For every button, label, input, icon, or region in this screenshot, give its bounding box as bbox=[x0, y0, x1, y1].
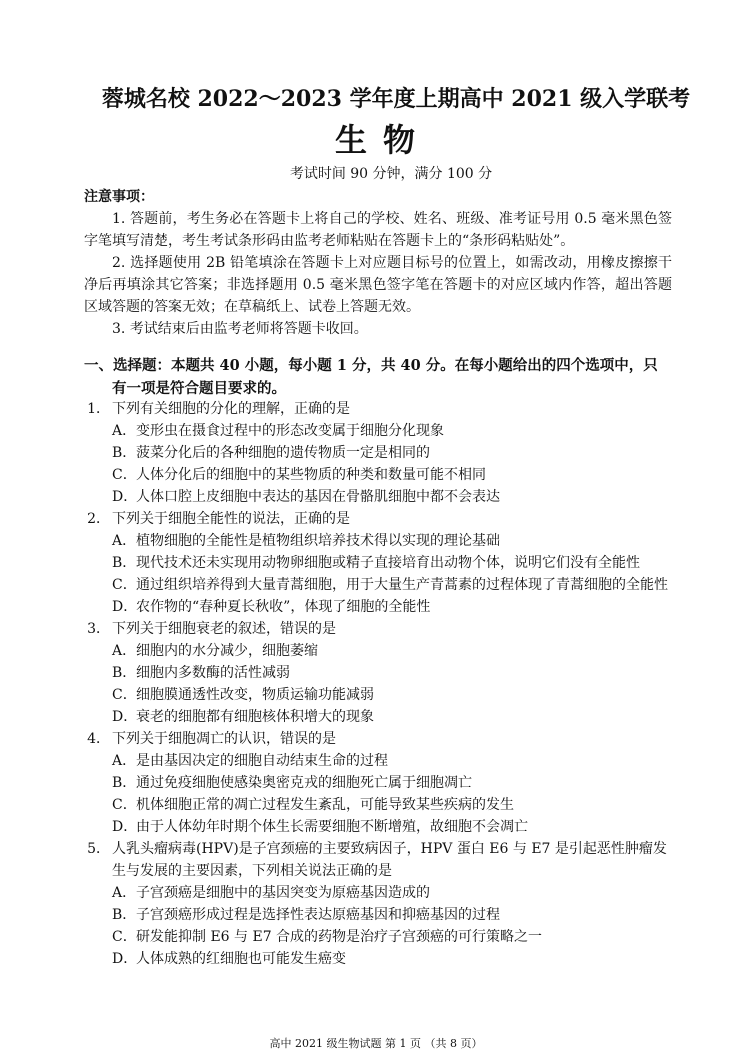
question bbox=[84, 618, 676, 728]
question-stem bbox=[84, 838, 676, 882]
subject-title: 生物 bbox=[334, 121, 431, 159]
exam-title: 蓉城名校 2022～2023 学年度上期高中 2021 级入学联考 bbox=[101, 86, 691, 112]
notes-list bbox=[84, 208, 672, 340]
note-item: 3. 考试结束后由监考老师将答题卡收回。 bbox=[112, 321, 368, 337]
option bbox=[84, 640, 676, 662]
option-letter: D． bbox=[112, 951, 138, 967]
option-letter: D． bbox=[112, 819, 138, 835]
question-list bbox=[84, 398, 676, 970]
option bbox=[84, 794, 676, 816]
question bbox=[84, 398, 676, 508]
section-heading bbox=[84, 354, 676, 400]
option-letter: A． bbox=[112, 753, 137, 769]
option-letter: C． bbox=[112, 467, 137, 483]
option-letter: A． bbox=[112, 885, 137, 901]
option bbox=[84, 772, 676, 794]
option-text: 机体细胞正常的凋亡过程发生紊乱，可能导致某些疾病的发生 bbox=[136, 797, 514, 813]
option-letter: C． bbox=[112, 577, 137, 593]
option bbox=[84, 882, 676, 904]
option bbox=[84, 464, 676, 486]
question-stem bbox=[84, 508, 676, 530]
notes-heading: 注意事项： bbox=[84, 189, 154, 205]
question-number: 5． bbox=[87, 841, 110, 857]
option-text: 变形虫在摄食过程中的形态改变属于细胞分化现象 bbox=[136, 423, 444, 439]
option-text: 植物细胞的全能性是植物组织培养技术得以实现的理论基础 bbox=[136, 533, 500, 549]
question-number: 3． bbox=[87, 621, 110, 637]
option bbox=[84, 706, 676, 728]
option-letter: A． bbox=[112, 643, 137, 659]
option-text: 通过组织培养得到大量青蒿细胞，用于大量生产青蒿素的过程体现了青蒿细胞的全能性 bbox=[136, 577, 668, 593]
option-letter: C． bbox=[112, 929, 137, 945]
question-text: 下列有关细胞的分化的理解，正确的是 bbox=[112, 401, 350, 417]
option bbox=[84, 486, 676, 508]
option-text: 子宫颈癌是细胞中的基因突变为原癌基因造成的 bbox=[136, 885, 430, 901]
option-letter: D． bbox=[112, 599, 138, 615]
option-letter: C． bbox=[112, 797, 137, 813]
question-text: 下列关于细胞全能性的说法，正确的是 bbox=[112, 511, 350, 527]
option-letter: B． bbox=[112, 665, 137, 681]
option-text: 是由基因决定的细胞自动结束生命的过程 bbox=[136, 753, 388, 769]
option bbox=[84, 574, 676, 596]
option-letter: C． bbox=[112, 687, 137, 703]
question-stem bbox=[84, 728, 676, 750]
option-letter: D． bbox=[112, 489, 138, 505]
option bbox=[84, 816, 676, 838]
option-text: 研发能抑制 E6 与 E7 合成的药物是治疗子宫颈癌的可行策略之一 bbox=[136, 929, 543, 945]
option-letter: A． bbox=[112, 423, 137, 439]
option bbox=[84, 552, 676, 574]
question-number: 4． bbox=[87, 731, 110, 747]
option-text: 通过免疫细胞使感染奥密克戎的细胞死亡属于细胞凋亡 bbox=[136, 775, 472, 791]
option bbox=[84, 596, 676, 618]
option-text: 人体口腔上皮细胞中表达的基因在骨骼肌细胞中都不会表达 bbox=[136, 489, 500, 505]
option-text: 细胞内的水分减少，细胞萎缩 bbox=[136, 643, 318, 659]
option bbox=[84, 684, 676, 706]
question bbox=[84, 838, 676, 970]
option bbox=[84, 926, 676, 948]
option bbox=[84, 750, 676, 772]
question bbox=[84, 728, 676, 838]
option bbox=[84, 530, 676, 552]
question bbox=[84, 508, 676, 618]
option-text: 衰老的细胞都有细胞核体积增大的现象 bbox=[136, 709, 374, 725]
option-letter: B． bbox=[112, 445, 137, 461]
option-text: 菠菜分化后的各种细胞的遗传物质一定是相同的 bbox=[136, 445, 430, 461]
option-text: 子宫颈癌形成过程是选择性表达原癌基因和抑癌基因的过程 bbox=[136, 907, 500, 923]
option bbox=[84, 948, 676, 970]
option bbox=[84, 904, 676, 926]
option-letter: A． bbox=[112, 533, 137, 549]
question-stem bbox=[84, 618, 676, 640]
exam-info: 考试时间 90 分钟，满分 100 分 bbox=[289, 166, 493, 182]
question-number: 1． bbox=[87, 401, 110, 417]
option-text: 细胞内多数酶的活性减弱 bbox=[136, 665, 290, 681]
option-letter: B． bbox=[112, 555, 137, 571]
question-text: 下列关于细胞衰老的叙述，错误的是 bbox=[112, 621, 336, 637]
option-letter: B． bbox=[112, 907, 137, 923]
option-letter: B． bbox=[112, 775, 137, 791]
option bbox=[84, 442, 676, 464]
page-footer: 高中 2021 级生物试题 第 1 页 （共 8 页） bbox=[269, 1037, 483, 1050]
section-heading-line: 有一项是符合题目要求的。 bbox=[112, 380, 286, 397]
option-text: 人体成熟的红细胞也可能发生癌变 bbox=[136, 951, 346, 967]
note-item: 2. 选择题使用 2B 铅笔填涂在答题卡上对应题目标号的位置上，如需改动，用橡皮擦擦干净后再填涂其它答案；非选择题用 0.5 毫米黑色签字笔在答题卡的对应区域内作答，超出答题区域答题的答案无效；在草稿纸上、试卷上答题无效。 bbox=[84, 255, 672, 315]
option-text: 现代技术还未实现用动物卵细胞或精子直接培育出动物个体，说明它们没有全能性 bbox=[136, 555, 640, 571]
option-text: 细胞膜通透性改变，物质运输功能减弱 bbox=[136, 687, 374, 703]
option-text: 由于人体幼年时期个体生长需要细胞不断增殖，故细胞不会凋亡 bbox=[136, 819, 528, 835]
question-text: 下列关于细胞凋亡的认识，错误的是 bbox=[112, 731, 336, 747]
question-number: 2． bbox=[87, 511, 110, 527]
section-heading-line: 一、选择题：本题共 40 小题，每小题 1 分，共 40 分。在每小题给出的四个选项中，只 bbox=[84, 357, 658, 374]
option bbox=[84, 662, 676, 684]
question-text: 人乳头瘤病毒(HPV)是子宫颈癌的主要致病因子，HPV 蛋白 E6 与 E7 是引起恶性肿瘤发生与发展的主要因素，下列相关说法正确的是 bbox=[112, 841, 667, 879]
note-item: 1. 答题前，考生务必在答题卡上将自己的学校、姓名、班级、准考证号用 0.5 毫米黑色签字笔填写清楚，考生考试条形码由监考老师粘贴在答题卡上的“条形码粘贴处”。 bbox=[84, 211, 672, 249]
option-letter: D． bbox=[112, 709, 138, 725]
option-text: 人体分化后的细胞中的某些物质的种类和数量可能不相同 bbox=[136, 467, 486, 483]
option bbox=[84, 420, 676, 442]
option-text: 农作物的“春种夏长秋收”，体现了细胞的全能性 bbox=[136, 599, 431, 615]
question-stem bbox=[84, 398, 676, 420]
